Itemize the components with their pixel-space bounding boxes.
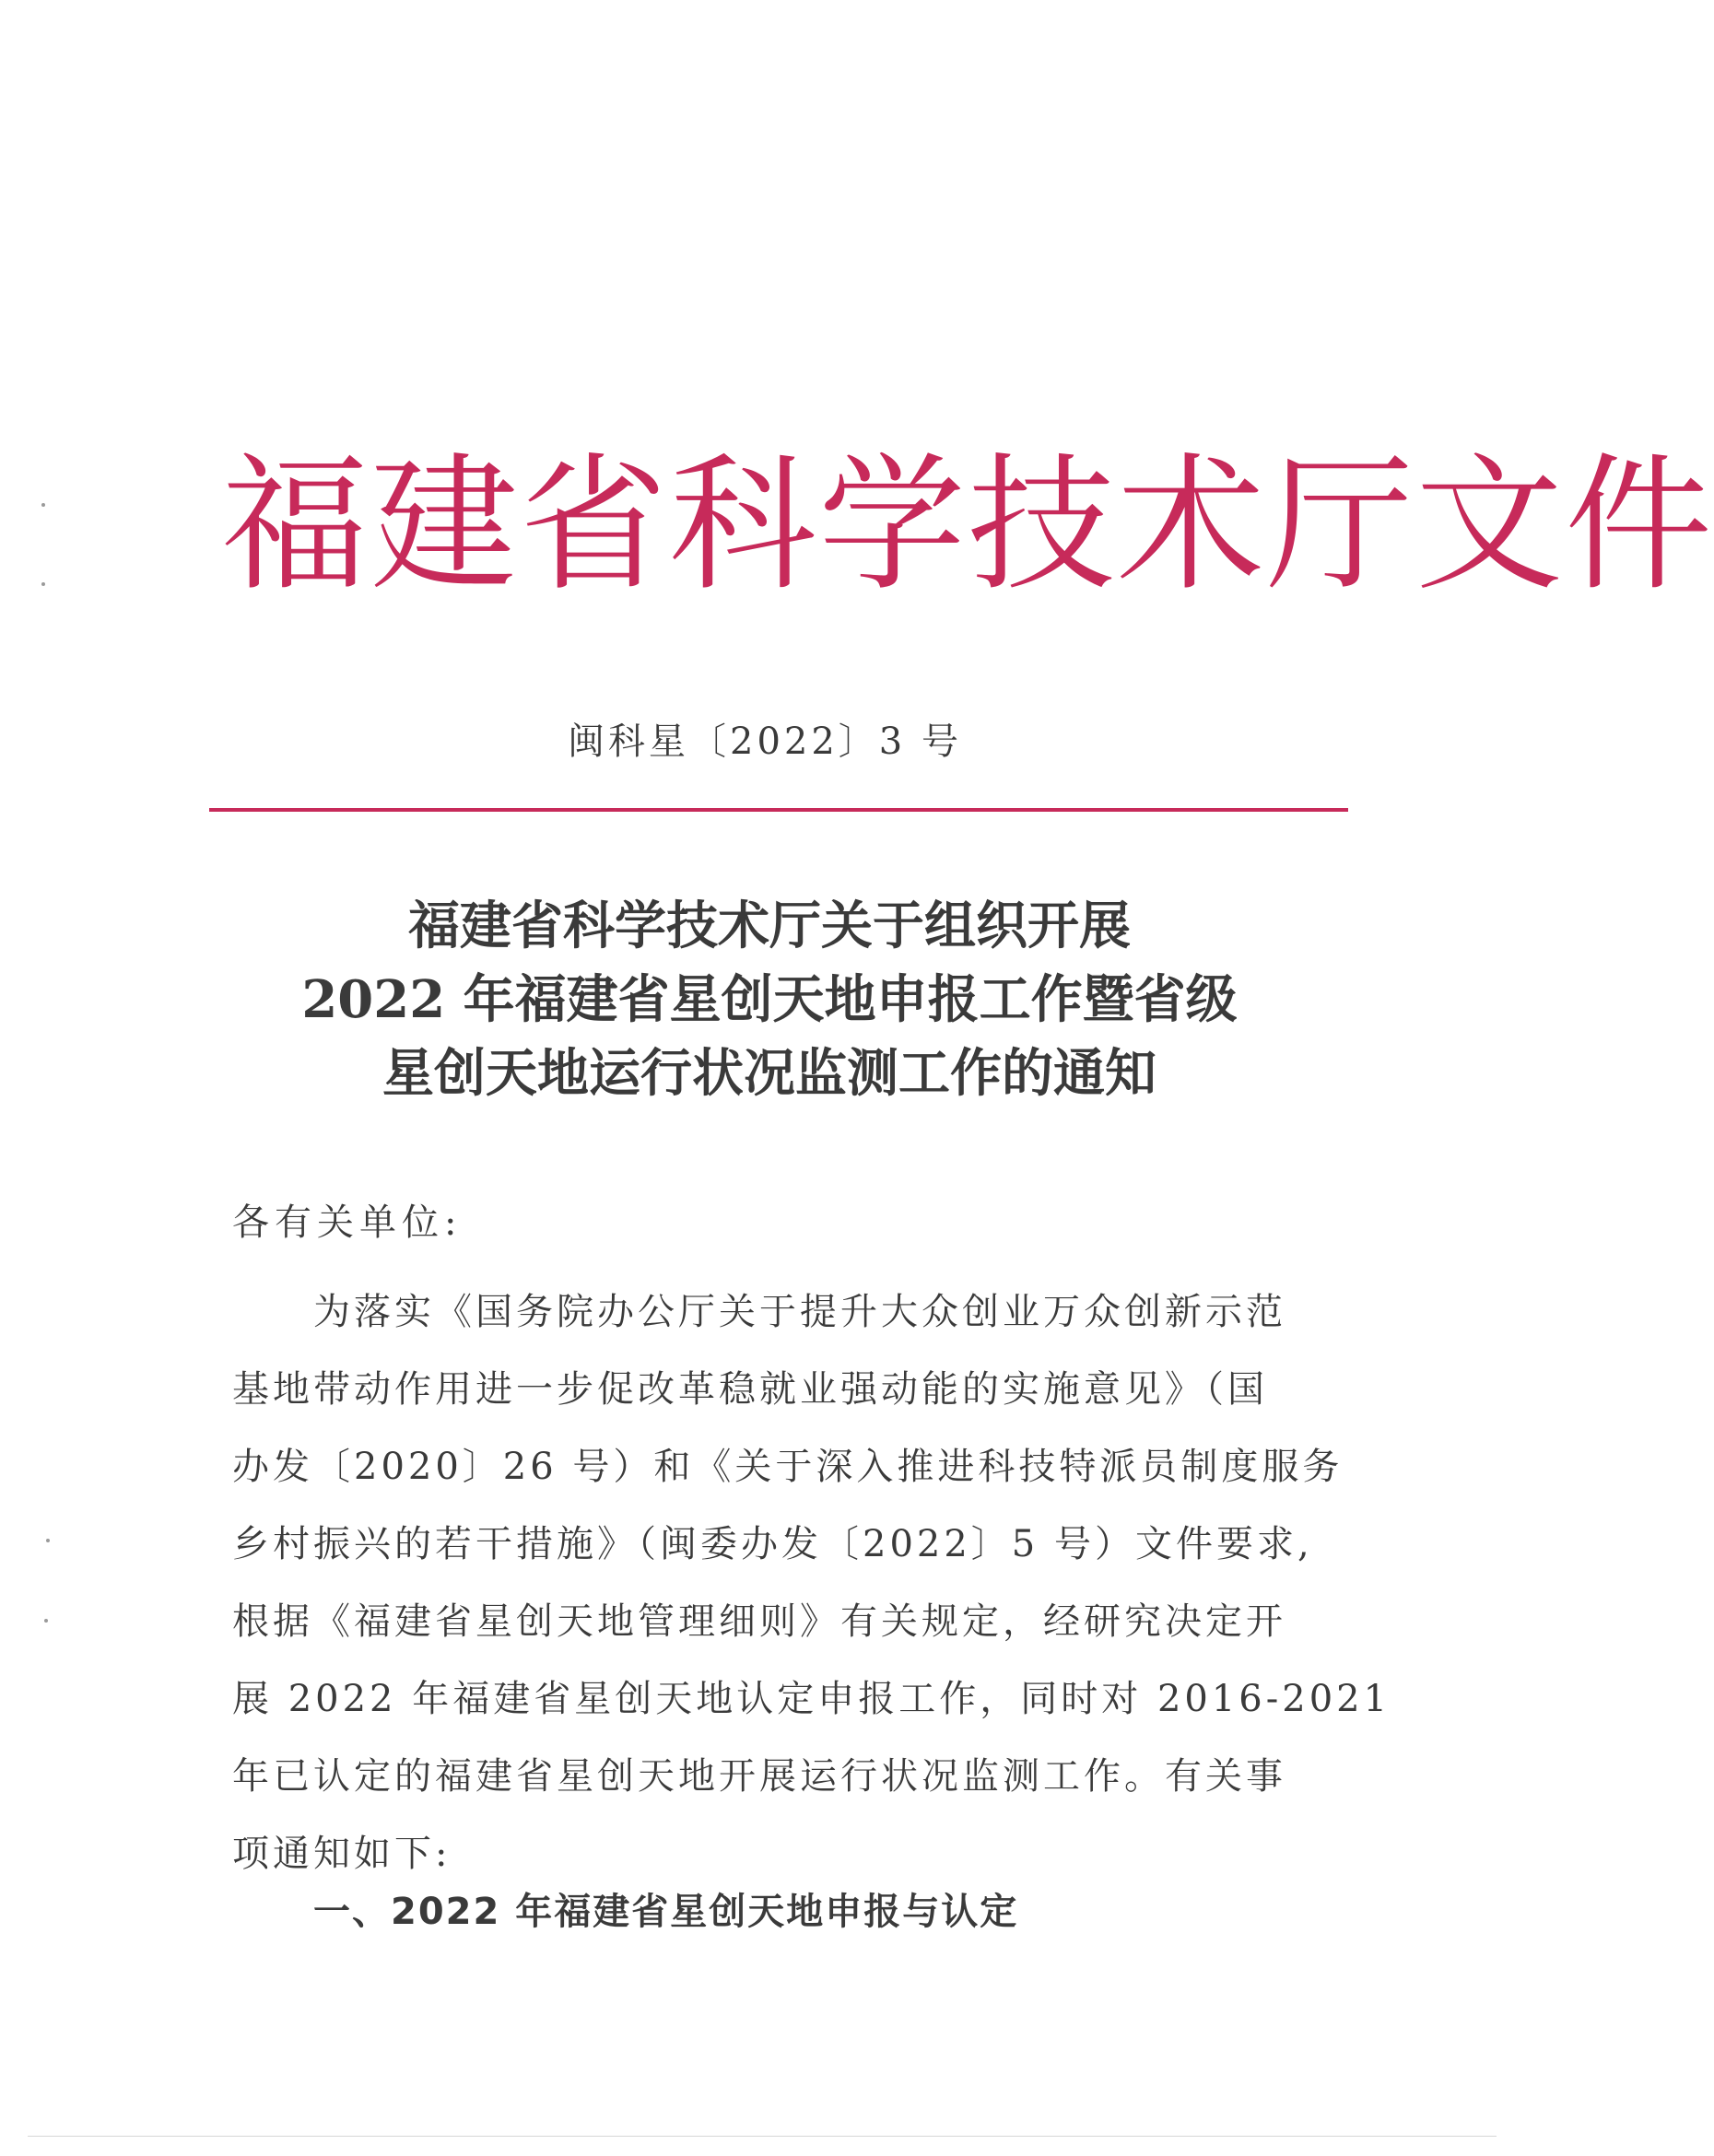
body-line-7: 年已认定的福建省星创天地开展运行状况监测工作。有关事: [232, 1755, 1286, 1798]
body-line-6: 展 2022 年福建省星创天地认定申报工作，同时对 2016-2021: [232, 1678, 1391, 1720]
title-line-3: 星创天地运行状况监测工作的通知: [382, 1043, 1156, 1104]
body-line-3: 办发〔2020〕26 号）和《关于深入推进科技特派员制度服务: [232, 1446, 1344, 1488]
scan-speck: [41, 582, 45, 586]
body-line-2: 基地带动作用进一步促改革稳就业强动能的实施意见》（国: [232, 1368, 1268, 1411]
scan-speck: [44, 1619, 48, 1623]
red-divider-line: [209, 808, 1348, 812]
body-line-5: 根据《福建省星创天地管理细则》有关规定，经研究决定开: [232, 1600, 1286, 1643]
body-line-1: 为落实《国务院办公厅关于提升大众创业万众创新示范: [313, 1291, 1286, 1333]
salutation: 各有关单位:: [232, 1201, 463, 1244]
section-heading: 一、2022 年福建省星创天地申报与认定: [313, 1891, 1019, 1933]
issuer-red-header: 福建省科学技术厅文件: [221, 439, 1714, 611]
title-line-1: 福建省科学技术厅关于组织开展: [408, 896, 1131, 956]
document-number: 闽科星〔2022〕3 号: [568, 721, 962, 763]
body-line-8: 项通知如下:: [232, 1833, 452, 1875]
scan-bottom-edge: [28, 2136, 1497, 2137]
scan-speck: [46, 1539, 50, 1542]
scan-speck: [41, 503, 45, 507]
body-paragraph: [232, 1273, 1391, 1892]
title-line-2: 2022 年福建省星创天地申报工作暨省级: [301, 969, 1238, 1030]
body-line-4: 乡村振兴的若干措施》（闽委办发〔2022〕5 号）文件要求,: [232, 1523, 1313, 1565]
document-title: [230, 889, 1309, 1110]
